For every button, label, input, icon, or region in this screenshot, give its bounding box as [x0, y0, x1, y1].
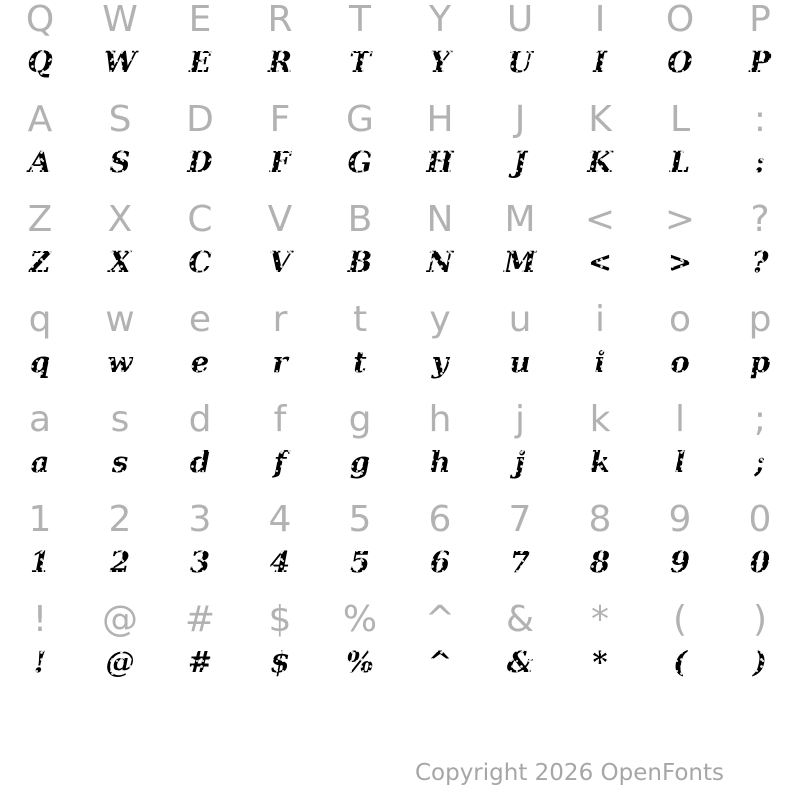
sample-row-uppercase-asdf — [0, 140, 800, 184]
glyph-sample: 8 — [560, 540, 640, 584]
glyph-sample: q — [0, 340, 80, 384]
glyph-sample: B — [320, 240, 400, 284]
glyph-reference: t — [352, 299, 368, 340]
glyph-sample: 0 — [720, 540, 800, 584]
ref-row-uppercase-zxcv — [0, 200, 800, 240]
glyph-reference: ( — [672, 599, 688, 640]
glyph-reference: 3 — [188, 499, 212, 540]
glyph-reference: 0 — [748, 499, 772, 540]
glyph-sample: I — [560, 40, 640, 84]
glyph-reference: ) — [752, 599, 768, 640]
glyph-sample: A — [0, 140, 80, 184]
glyph-sample: Z — [0, 240, 80, 284]
glyph-reference: f — [273, 399, 287, 440]
glyph-sample: L — [640, 140, 720, 184]
glyph-reference: D — [186, 99, 214, 140]
glyph-sample: 4 — [240, 540, 320, 584]
glyph-sample: R — [240, 40, 320, 84]
glyph-reference: < — [584, 199, 616, 240]
glyph-sample: G — [320, 140, 400, 184]
glyph-sample: ( — [640, 640, 720, 684]
glyph-reference: e — [188, 299, 212, 340]
row-pair-uppercase-asdf — [0, 100, 800, 200]
glyph-sample: F — [240, 140, 320, 184]
glyph-sample: w — [80, 340, 160, 384]
glyph-sample: : — [720, 140, 800, 184]
glyph-sample: M — [480, 240, 560, 284]
glyph-sample: k — [560, 440, 640, 484]
glyph-reference: $ — [268, 599, 292, 640]
glyph-reference: i — [594, 299, 605, 340]
copyright-text: Copyright 2026 OpenFonts — [414, 760, 724, 786]
glyph-sample: Y — [400, 40, 480, 84]
glyph-reference: U — [506, 0, 534, 40]
glyph-reference: F — [269, 99, 291, 140]
glyph-sample: j — [480, 440, 560, 484]
glyph-sample: > — [640, 240, 720, 284]
glyph-sample: u — [480, 340, 560, 384]
glyph-reference: E — [188, 0, 212, 40]
glyph-reference: ! — [32, 599, 48, 640]
glyph-reference: k — [589, 399, 611, 440]
glyph-sample: d — [160, 440, 240, 484]
glyph-sample: 6 — [400, 540, 480, 584]
glyph-sample: E — [160, 40, 240, 84]
glyph-reference: w — [105, 299, 135, 340]
glyph-reference: 5 — [348, 499, 372, 540]
glyph-reference: K — [588, 99, 612, 140]
glyph-reference: R — [267, 0, 293, 40]
glyph-reference: W — [102, 0, 138, 40]
glyph-sample: N — [400, 240, 480, 284]
glyph-sample: t — [320, 340, 400, 384]
row-pair-digits — [0, 500, 800, 600]
glyph-sample: Q — [0, 40, 80, 84]
glyph-sample: r — [240, 340, 320, 384]
glyph-reference: 8 — [588, 499, 612, 540]
glyph-reference: ? — [750, 199, 770, 240]
glyph-sample: H — [400, 140, 480, 184]
glyph-reference: y — [429, 299, 451, 340]
glyph-reference: % — [342, 599, 378, 640]
glyph-reference: l — [674, 399, 685, 440]
glyph-reference: G — [346, 99, 374, 140]
glyph-sample: ! — [0, 640, 80, 684]
glyph-sample: P — [720, 40, 800, 84]
glyph-sample: 3 — [160, 540, 240, 584]
glyph-sample: % — [320, 640, 400, 684]
glyph-reference: O — [665, 0, 695, 40]
glyph-reference: q — [28, 299, 52, 340]
glyph-reference: 2 — [108, 499, 132, 540]
glyph-reference: V — [267, 199, 293, 240]
glyph-sample: p — [720, 340, 800, 384]
glyph-sample: ; — [720, 440, 800, 484]
glyph-sample: g — [320, 440, 400, 484]
ref-row-symbols — [0, 600, 800, 640]
glyph-reference: u — [508, 299, 532, 340]
row-pair-uppercase-zxcv — [0, 200, 800, 300]
glyph-sample: e — [160, 340, 240, 384]
glyph-reference: # — [184, 599, 216, 640]
glyph-sample: V — [240, 240, 320, 284]
glyph-sample: U — [480, 40, 560, 84]
glyph-reference: j — [514, 399, 525, 440]
glyph-reference: ; — [753, 399, 767, 440]
glyph-sample: y — [400, 340, 480, 384]
glyph-reference: M — [504, 199, 536, 240]
glyph-reference: 6 — [428, 499, 452, 540]
glyph-sample: a — [0, 440, 80, 484]
glyph-reference: h — [428, 399, 452, 440]
glyph-sample: l — [640, 440, 720, 484]
glyph-reference: C — [187, 199, 213, 240]
glyph-sample: ) — [720, 640, 800, 684]
glyph-reference: @ — [102, 599, 138, 640]
glyph-sample: $ — [240, 640, 320, 684]
glyph-sample: D — [160, 140, 240, 184]
glyph-sample: S — [80, 140, 160, 184]
sample-row-uppercase-zxcv — [0, 240, 800, 284]
glyph-reference: 9 — [668, 499, 692, 540]
sample-row-lowercase-qwerty — [0, 340, 800, 384]
row-pair-lowercase-asdf — [0, 400, 800, 500]
row-pair-uppercase-qwerty — [0, 0, 800, 100]
glyph-reference: : — [753, 99, 767, 140]
glyph-reference: 1 — [28, 499, 52, 540]
glyph-reference: o — [668, 299, 692, 340]
ref-row-lowercase-asdf — [0, 400, 800, 440]
glyph-sample: ^ — [400, 640, 480, 684]
ref-row-uppercase-asdf — [0, 100, 800, 140]
glyph-sample: @ — [80, 640, 160, 684]
glyph-sample: h — [400, 440, 480, 484]
row-pair-lowercase-qwerty — [0, 300, 800, 400]
sample-row-symbols — [0, 640, 800, 684]
glyph-reference: T — [349, 0, 371, 40]
glyph-reference: g — [348, 399, 372, 440]
glyph-reference: L — [669, 99, 691, 140]
glyph-sample: * — [560, 640, 640, 684]
glyph-sample: 7 — [480, 540, 560, 584]
sample-row-lowercase-asdf — [0, 440, 800, 484]
glyph-sample: 1 — [0, 540, 80, 584]
glyph-sample: 9 — [640, 540, 720, 584]
glyph-reference: r — [272, 299, 288, 340]
sample-row-digits — [0, 540, 800, 584]
glyph-reference: 7 — [508, 499, 532, 540]
glyph-reference: s — [110, 399, 130, 440]
glyph-reference: a — [28, 399, 52, 440]
glyph-reference: J — [514, 99, 526, 140]
glyph-sample: ? — [720, 240, 800, 284]
glyph-sample: O — [640, 40, 720, 84]
glyph-reference: * — [591, 599, 609, 640]
glyph-reference: I — [594, 0, 606, 40]
glyph-reference: 4 — [268, 499, 292, 540]
glyph-sample: 2 — [80, 540, 160, 584]
glyph-sample: i — [560, 340, 640, 384]
glyph-sample: < — [560, 240, 640, 284]
ref-row-digits — [0, 500, 800, 540]
glyph-reference: Z — [27, 199, 53, 240]
glyph-reference: & — [505, 599, 535, 640]
glyph-reference: B — [347, 199, 373, 240]
glyph-sample: s — [80, 440, 160, 484]
glyph-sample: C — [160, 240, 240, 284]
glyph-reference: H — [426, 99, 454, 140]
glyph-reference: ^ — [424, 599, 456, 640]
glyph-sample: o — [640, 340, 720, 384]
glyph-sample: W — [80, 40, 160, 84]
glyph-reference: Y — [429, 0, 451, 40]
ref-row-uppercase-qwerty — [0, 0, 800, 40]
glyph-sample: J — [480, 140, 560, 184]
sample-row-uppercase-qwerty — [0, 40, 800, 84]
glyph-sample: f — [240, 440, 320, 484]
glyph-sample: T — [320, 40, 400, 84]
glyph-reference: S — [108, 99, 132, 140]
glyph-sample: K — [560, 140, 640, 184]
glyph-reference: N — [426, 199, 454, 240]
glyph-reference: d — [188, 399, 212, 440]
row-pair-symbols — [0, 600, 800, 700]
ref-row-lowercase-qwerty — [0, 300, 800, 340]
glyph-reference: A — [27, 99, 53, 140]
glyph-reference: P — [749, 0, 771, 40]
glyph-reference: p — [748, 299, 772, 340]
glyph-reference: > — [664, 199, 696, 240]
glyph-reference: X — [107, 199, 133, 240]
glyph-sample: # — [160, 640, 240, 684]
glyph-sample: 5 — [320, 540, 400, 584]
glyph-sample: X — [80, 240, 160, 284]
glyph-reference: Q — [25, 0, 55, 40]
glyph-sample: & — [480, 640, 560, 684]
